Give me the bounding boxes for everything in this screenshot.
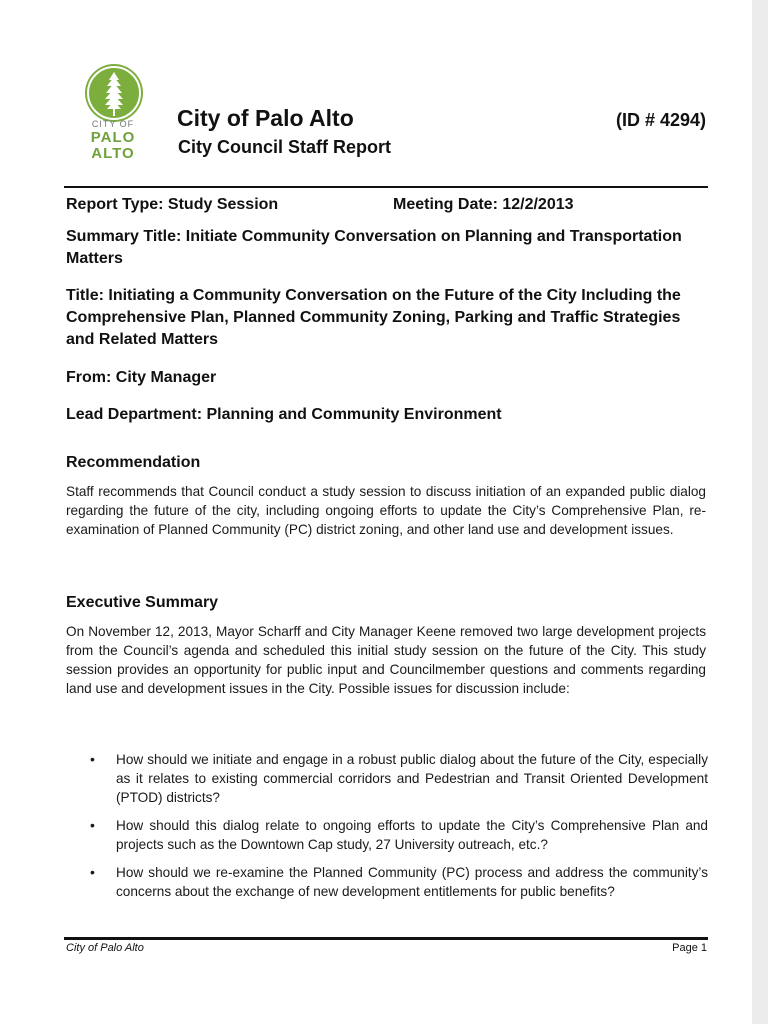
bullet-icon: • [90, 817, 95, 833]
executive-summary-heading: Executive Summary [66, 594, 219, 611]
list-item [88, 750, 708, 807]
logo-palo-text: PALO [90, 129, 136, 146]
list-item [88, 816, 708, 854]
lead-department: Lead Department: Planning and Community Environment [66, 406, 502, 423]
list-item-text: How should we initiate and engage in a robust public dialog about the future of the City, especially as it relates to existing commercial corridors and Pedestrian and Transit Oriented Development (PTOD) districts? [116, 752, 708, 805]
list-item-text: How should we re-examine the Planned Community (PC) process and address the community’s concerns about the exchange of new development entitlements for public benefits? [116, 865, 708, 899]
logo-city-of-text: CITY OF [91, 119, 135, 129]
footer-city-name: City of Palo Alto [66, 942, 144, 954]
report-header-title: City of Palo Alto [177, 105, 354, 131]
bullet-icon: • [90, 751, 95, 767]
report-id: (ID # 4294) [615, 110, 706, 130]
from-line: From: City Manager [66, 369, 217, 386]
discussion-issues-list [88, 750, 708, 910]
meeting-date: Meeting Date: 12/2/2013 [393, 196, 574, 213]
list-item [88, 863, 708, 901]
page-number: Page 1 [672, 942, 707, 954]
report-header-subtitle: City Council Staff Report [178, 137, 392, 157]
footer-divider [64, 937, 708, 940]
executive-summary-body: On November 12, 2013, Mayor Scharff and City Manager Keene removed two large development projects from the Council’s agenda and scheduled this initial study session on the future of the City. This study session provides an opportunity for public input and Councilmember questions and comments regarding land use and development issues in the City. Possible issues for discussion include: [66, 624, 706, 696]
report-type: Report Type: Study Session [66, 196, 279, 213]
logo-alto-text: ALTO [91, 145, 135, 162]
summary-title: Summary Title: Initiate Community Conversation on Planning and Transportation Matters [66, 228, 682, 267]
list-item-text: How should this dialog relate to ongoing efforts to update the City’s Comprehensive Plan and projects such as the Downtown Cap study, 27 University outreach, etc.? [116, 818, 708, 852]
city-logo [84, 66, 146, 162]
report-title: Title: Initiating a Community Conversation on the Future of the City Including the Comprehensive Plan, Planned Community Zoning, Parking and Traffic Strategies and Related Matters [66, 287, 681, 348]
viewer-side-margin [752, 0, 768, 1024]
redwood-tree-icon [87, 66, 141, 120]
recommendation-body: Staff recommends that Council conduct a study session to discuss initiation of an expanded public dialog regarding the future of the city, including ongoing efforts to update the City’s Comprehensive Plan, re-examination of Planned Community (PC) district zoning, and other land use and development issues. [66, 484, 706, 537]
recommendation-heading: Recommendation [66, 454, 201, 471]
bullet-icon: • [90, 864, 95, 880]
header-divider [64, 186, 708, 188]
